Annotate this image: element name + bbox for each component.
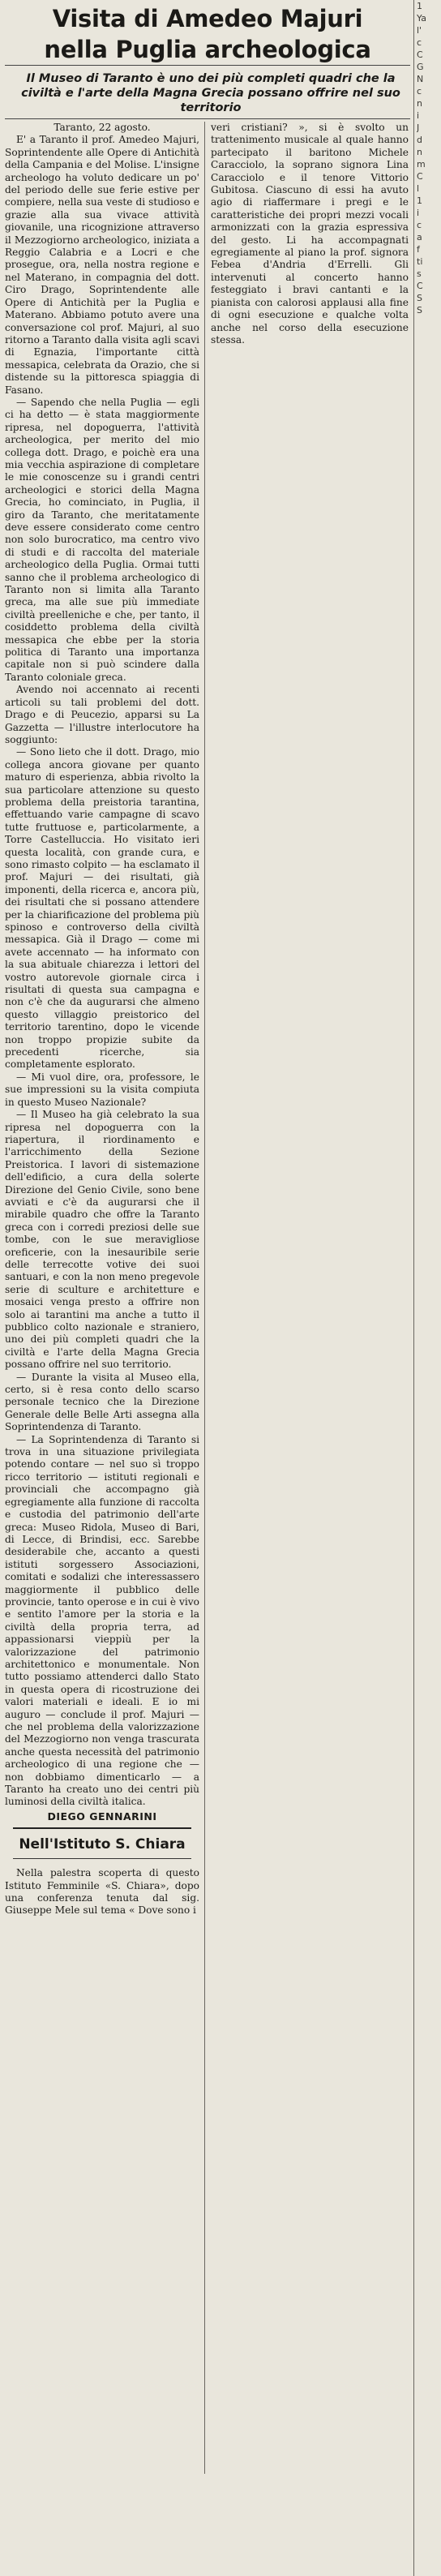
brief-rule bbox=[13, 1858, 191, 1859]
paragraph: — Sono lieto che il dott. Drago, mio collega ancora giovane per quanto maturo di esperienza, abbia rivolto la sua particolare attenzione su questo problema della preistoria tarantina, effettuando varie campagne di scavo tutte fruttuose e, particolarmente, a Torre Castelluccia. Ho visitato ieri questa località, con grande cura, e sono rimasto colpito — ha esclamato il prof. Majuri — dei risultati, già imponenti, della ricerca e, ancora più, dei risultati che si possano attendere per la chiarificazione del problema più spinoso e controverso della civiltà messapica. Già il Drago — come mi avete accennato — ha informato con la sua abituale chiarezza i lettori del vostro autorevole giornale circa i risultati di questa sua campagna e non c'è che da augurarsi che almeno questo villaggio preistorico del territorio tarentino, dopo le vicende non troppo propizie subite da precedenti ricerche, sia completamente esplorato. bbox=[5, 746, 199, 1071]
headline-line-1: Visita di Amedeo Majuri bbox=[52, 5, 363, 32]
dateline: Taranto, 22 agosto. bbox=[54, 122, 151, 133]
page-edge-divider bbox=[413, 0, 414, 2576]
paragraph: — Durante la visita al Museo ella, certo, si è resa conto dello scarso personale tecnico che la Direzione Generale delle Belle Arti assegna alla Soprintendenza di Taranto. bbox=[5, 1371, 199, 1433]
paragraph: — La Soprintendenza di Taranto si trova in una situazione privilegiata potendo contare — nel suo sì troppo ricco territorio — istituti regionali e provinciali che accompagno già egregiamente alla funzione di raccolta e custodia del patrimonio dell'arte greca: Museo Ridola, Museo di Bari, di Lecce, di Brindisi, ecc. Sarebbe desiderabile che, accanto a questi istituti sorgessero Associazioni, comitati e sodalizi che interessassero maggiormente il pubblico delle provincie, tanto operose e in cui è vivo e sentito l'amore per la storia e la civiltà della propria terra, ad appassionarsi vieppiù per la valorizzazione del patrimonio architettonico e monumentale. Non tutto possiamo attenderci dallo Stato in questa opera di ricostruzione dei valori materiali e ideali. E io mi auguro — conclude il prof. Majuri — che nel problema della valorizzazione del Mezzogiorno non venga trascurata anche questa necessità del patrimonio archeologico di una regione che — non dobbiamo dimenticarlo — a Taranto ha creato uno dei centri più luminosi della civiltà italica. bbox=[5, 1433, 199, 1808]
headline-line-2: nella Puglia archeologica bbox=[44, 36, 371, 63]
adjacent-column-edge: 1 Ya l' c C G N c n i J d n m C l 1 i c a f ti s C S S bbox=[417, 1, 426, 316]
article-column-1 bbox=[5, 122, 199, 1917]
brief-headline: Nell'Istituto S. Chiara bbox=[19, 1836, 186, 1853]
column-divider bbox=[204, 122, 205, 2474]
paragraph: — Sapendo che nella Puglia — egli ci ha detto — è stata maggiormente ripresa, nel dopoguerra, l'attività archeologica, per merito del mio collega dott. Drago, e poichè era una mia vecchia aspirazione di completare le mie conoscenze su i grandi centri archeologici e storici della Magna Grecia, ho cominciato, in Puglia, il giro da Taranto, che meritatamente deve essere considerato come centro non solo burocratico, ma centro vivo di studi e di raccolta del materiale archeologico della Puglia. Ormai tutti sanno che il problema archeologico di Taranto non si limita alla Taranto greca, ma alle sue più immediate civiltà preelleniche e che, per tanto, il cosiddetto problema della civiltà messapica che ebbe per la storia politica di Taranto una importanza capitale non si può scindere dalla Taranto coloniale greca. bbox=[5, 396, 199, 683]
article-subhead: Il Museo di Taranto è uno dei più completi quadri che la civiltà e l'arte della Magna Grecia possano offrire nel suo territorio bbox=[21, 72, 400, 114]
paragraph: — Il Museo ha già celebrato la sua ripresa nel dopoguerra con la riapertura, il riordinamento e l'arricchimento della Sezione Preistorica. I lavori di sistemazione dell'edificio, a cura della solerte Direzione del Genio Civile, sono bene avviati e c'è da augurarsi che il mirabile quadro che offre la Taranto greca con i corredi preziosi delle sue tombe, con le sue meravigliose oreficerie, con la inesauribile serie delle terrecotte votive dei suoi santuari, e con la non meno pregevole serie di sculture e architetture e mosaici venga presto a offrire non solo ai tarantini ma anche a tutto il pubblico colto nazionale e straniero, uno dei più completi quadri che la civiltà e l'arte della Magna Grecia possano offrire nel suo territorio. bbox=[5, 1109, 199, 1371]
subhead-rule bbox=[5, 118, 410, 119]
brief-body: Nella palestra scoperta di questo Istituto Femminile «S. Chiara», dopo una conferenza tenuta dal sig. Giuseppe Mele sul tema « Dove sono i bbox=[5, 1867, 199, 1917]
author-signature: DIEGO GENNARINI bbox=[47, 1810, 157, 1823]
article-column-2 bbox=[211, 122, 409, 346]
paragraph: veri cristiani? », si è svolto un trattenimento musicale al quale hanno partecipato il baritono Michele Caracciolo, la soprano signora Lina Caracciolo e il tenore Vittorio Gubitosa. Ciascuno di essi ha avuto agio di riaffermare i pregi e le caratteristiche dei propri mezzi vocali armonizzati con la grazia espressiva del gesto. Li ha accompagnati egregiamente al piano la prof. signora Febea d'Andria d'Errelli. Gli intervenuti al concerto hanno festeggiato i bravi cantanti e la pianista con calorosi applausi alla fine di ogni esecuzione e qualche volta anche nel corso della esecuzione stessa. bbox=[211, 122, 409, 346]
paragraph: E' a Taranto il prof. Amedeo Majuri, Soprintendente alle Opere di Antichità della Campania e del Molise. L'insigne archeologo ha voluto dedicare un po' del periodo delle sue ferie estive per compiere, nella sua veste di studioso e grazie alla sua vivace attività giovanile, una ricognizione attraverso il Mezzogiorno archeologico, iniziata a Reggio Calabria e a Locri e che prosegue, ora, nella nostra regione e nel Materano, in compagnia del dott. Ciro Drago, Soprintendente alle Opere di Antichità per la Puglia e Materano. Abbiamo potuto avere una conversazione col prof. Majuri, al suo ritorno a Taranto dalla visita agli scavi di Egnazia, l'importante città messapica, celebrata da Orazio, che si distende su la pittoresca spiaggia di Fasano. bbox=[5, 134, 199, 396]
section-separator bbox=[13, 1827, 191, 1829]
paragraph: — Mi vuol dire, ora, professore, le sue impressioni su la visita compiuta in questo Museo Nazionale? bbox=[5, 1071, 199, 1108]
paragraph: Avendo noi accennato ai recenti articoli su tali problemi del dott. Drago e di Peucezio, apparsi su La Gazzetta — l'illustre interlocutore ha soggiunto: bbox=[5, 684, 199, 745]
article-headline bbox=[5, 3, 410, 65]
headline-rule bbox=[5, 65, 410, 66]
